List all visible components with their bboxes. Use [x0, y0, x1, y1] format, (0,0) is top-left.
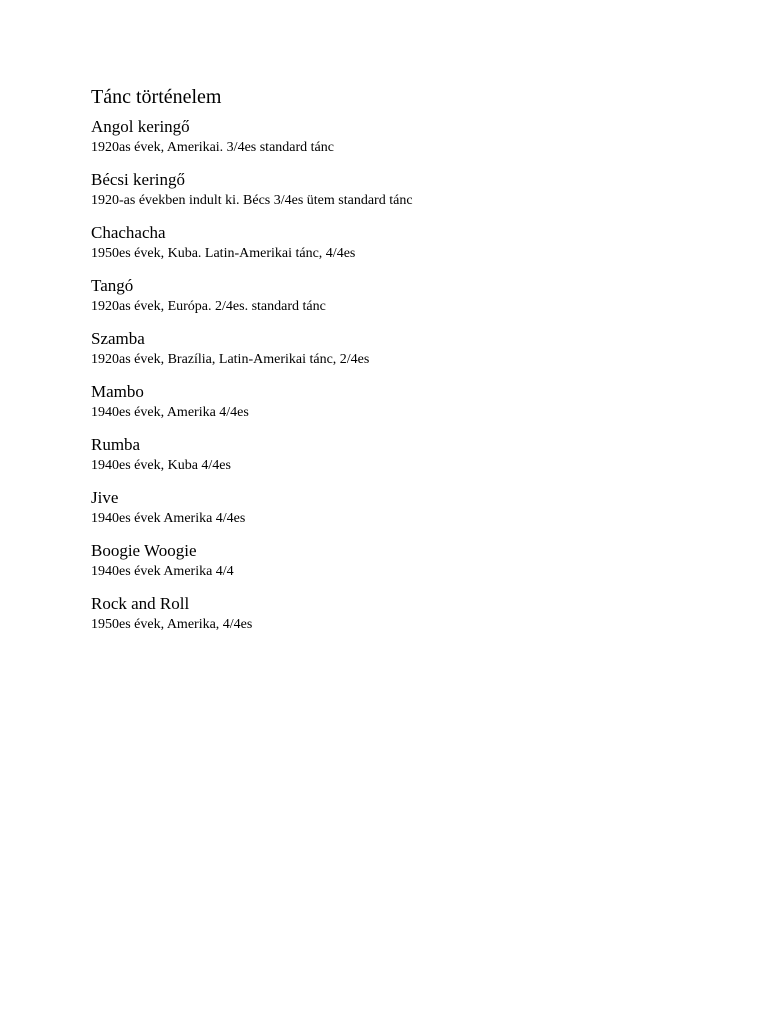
dance-description: 1920-as években indult ki. Bécs 3/4es ütem standard tánc — [91, 193, 413, 208]
dance-description: 1950es évek, Kuba. Latin-Amerikai tánc, 4/4es — [91, 246, 356, 261]
dance-entry — [91, 222, 711, 264]
dance-entry — [91, 275, 711, 317]
dance-description: 1950es évek, Amerika, 4/4es — [91, 617, 253, 632]
dance-description: 1940es évek, Amerika 4/4es — [91, 405, 249, 420]
dance-description: 1940es évek, Kuba 4/4es — [91, 458, 231, 473]
dance-entry — [91, 381, 711, 423]
dance-name: Tangó — [91, 276, 134, 295]
dance-name: Mambo — [91, 382, 144, 401]
dance-name: Rock and Roll — [91, 594, 190, 613]
document-page — [91, 84, 711, 646]
dance-entry — [91, 593, 711, 635]
dance-entry — [91, 116, 711, 158]
dance-description: 1940es évek Amerika 4/4es — [91, 511, 246, 526]
dance-description: 1920as évek, Amerikai. 3/4es standard tánc — [91, 140, 334, 155]
dance-name: Rumba — [91, 435, 141, 454]
dance-description: 1940es évek Amerika 4/4 — [91, 564, 234, 579]
dance-name: Bécsi keringő — [91, 170, 185, 189]
dance-entry — [91, 328, 711, 370]
dance-entry — [91, 540, 711, 582]
dance-name: Jive — [91, 488, 119, 507]
dance-name: Chachacha — [91, 223, 166, 242]
dance-entry — [91, 434, 711, 476]
dance-name: Boogie Woogie — [91, 541, 197, 560]
dance-description: 1920as évek, Európa. 2/4es. standard tánc — [91, 299, 326, 314]
dance-name: Szamba — [91, 329, 145, 348]
dance-description: 1920as évek, Brazília, Latin-Amerikai tánc, 2/4es — [91, 352, 370, 367]
dance-entry — [91, 487, 711, 529]
document-title: Tánc történelem — [91, 86, 222, 108]
dance-name: Angol keringő — [91, 117, 190, 136]
dance-entry — [91, 169, 711, 211]
